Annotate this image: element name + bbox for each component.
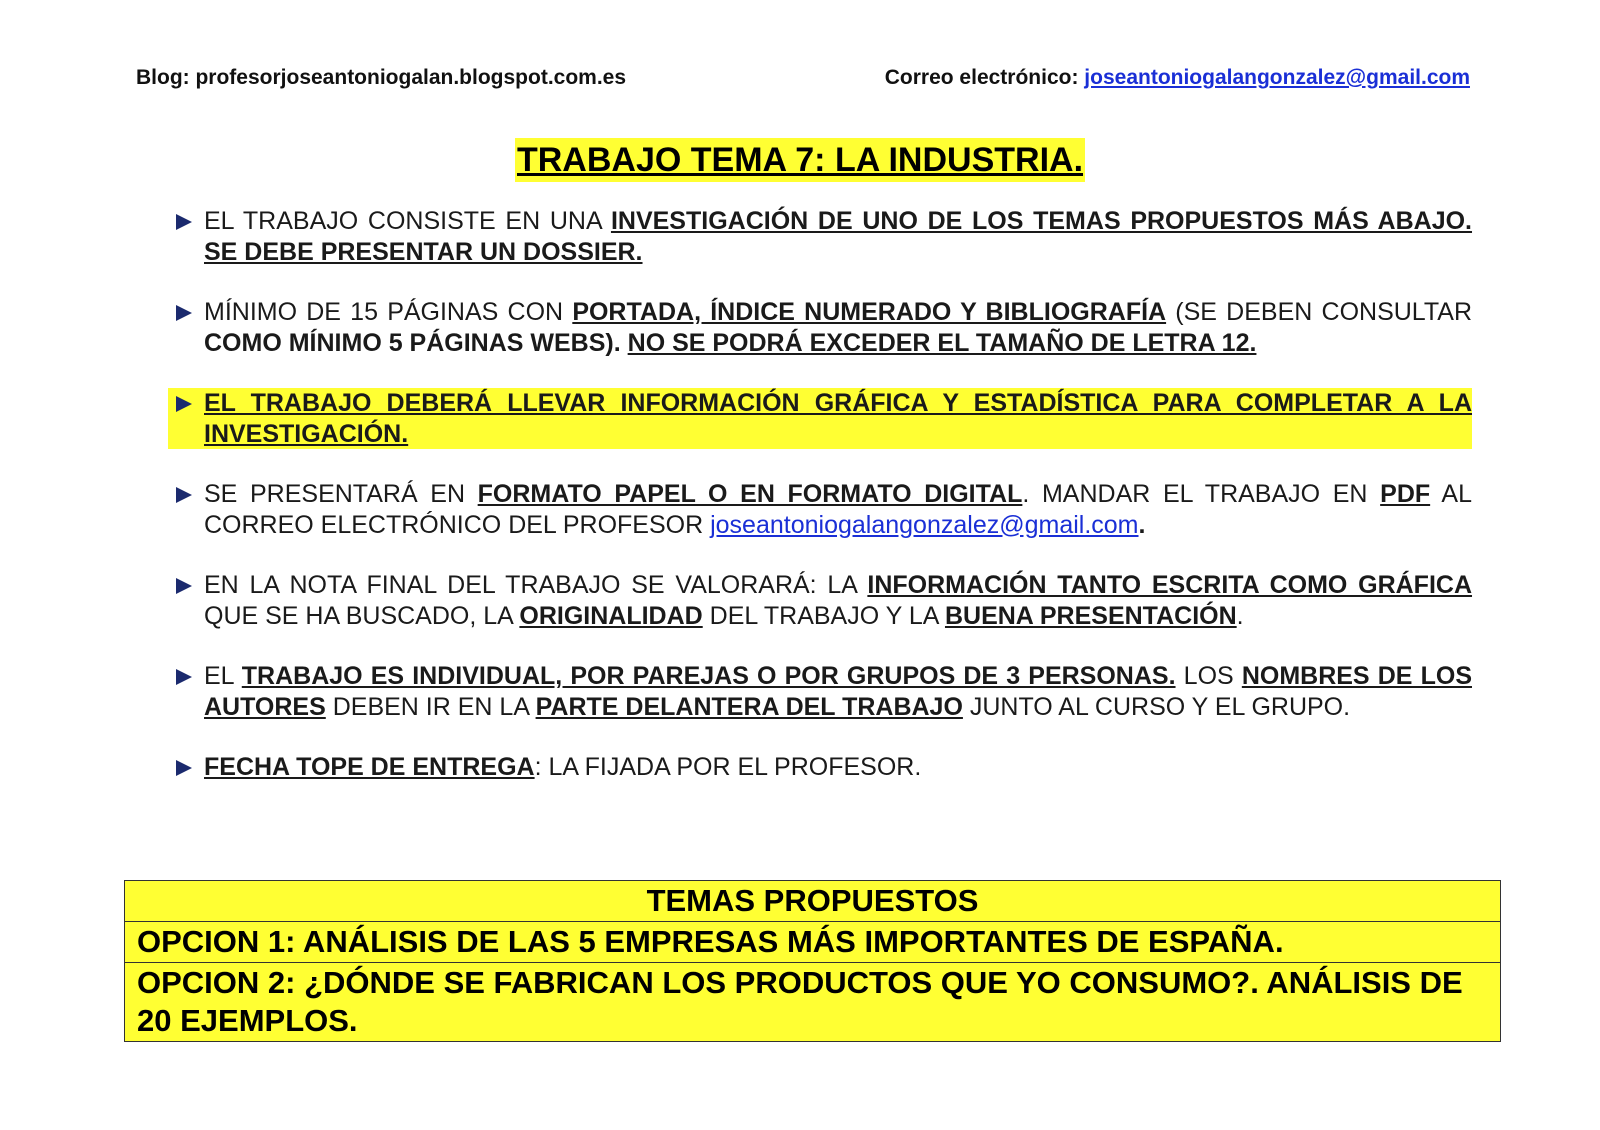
text: DEBEN IR EN LA: [325, 692, 536, 721]
list-item: [176, 297, 1472, 358]
list-item-highlighted: [168, 388, 1472, 449]
text: AL CORREO ELECTRÓNICO DEL PROFESOR: [204, 480, 1472, 539]
email-link[interactable]: joseantoniogalangonzalez@gmail.com: [710, 510, 1139, 539]
text: : LA FIJADA POR EL PROFESOR.: [534, 753, 922, 781]
document-title: TRABAJO TEMA 7: LA INDUSTRIA.: [515, 138, 1085, 182]
emphasis-text: PORTADA, ÍNDICE NUMERADO Y BIBLIOGRAFÍA: [572, 298, 1167, 326]
email-label: Correo electrónico:: [884, 66, 1085, 89]
arrow-bullet-icon: [176, 669, 192, 685]
email-header: [885, 66, 1470, 90]
table-row: [125, 922, 1501, 963]
list-item: [176, 570, 1472, 631]
arrow-bullet-icon: [176, 760, 192, 776]
bold-text: COMO MÍNIMO 5 PÁGINAS WEBS).: [204, 328, 621, 357]
topics-table: [124, 880, 1501, 1042]
text: (SE DEBEN CONSULTAR: [1166, 298, 1472, 326]
text: QUE SE HA BUSCADO, LA: [204, 601, 520, 630]
list-item: [176, 752, 1472, 783]
text: MÍNIMO DE 15 PÁGINAS CON: [204, 298, 573, 326]
title-wrap: [0, 138, 1600, 182]
text: .: [1236, 601, 1244, 630]
topic-option-1: OPCION 1: ANÁLISIS DE LAS 5 EMPRESAS MÁS IMPORTANTES DE ESPAÑA.: [125, 922, 1501, 963]
list-item: [176, 479, 1472, 540]
arrow-bullet-icon: [176, 214, 192, 230]
topics-heading: TEMAS PROPUESTOS: [125, 881, 1501, 922]
arrow-bullet-icon: [176, 396, 192, 412]
table-row: [125, 963, 1501, 1042]
blog-label: Blog: profesorjoseantoniogalan.blogspot.com.es: [136, 66, 627, 89]
text: . MANDAR EL TRABAJO EN: [1022, 480, 1381, 508]
arrow-bullet-icon: [176, 487, 192, 503]
text: .: [1138, 510, 1146, 539]
list-item: [176, 661, 1472, 722]
arrow-bullet-icon: [176, 305, 192, 321]
text: EL: [204, 662, 242, 690]
table-row: [125, 881, 1501, 922]
emphasis-text: FECHA TOPE DE ENTREGA: [204, 753, 535, 781]
instructions-list: [176, 206, 1472, 813]
emphasis-text: NOMBRES DE LOS AUTORES: [204, 662, 1472, 721]
emphasis-text: ORIGINALIDAD: [519, 601, 703, 630]
emphasis-text: PDF: [1380, 480, 1431, 508]
emphasis-text: EL TRABAJO DEBERÁ LLEVAR INFORMACIÓN GRÁFICA Y ESTADÍSTICA PARA COMPLETAR A LA INVESTIGACIÓN.: [204, 389, 1472, 448]
page-header: [136, 66, 1470, 90]
emphasis-text: NO SE PODRÁ EXCEDER EL TAMAÑO DE LETRA 12.: [627, 328, 1257, 357]
emphasis-text: BUENA PRESENTACIÓN: [944, 601, 1237, 630]
text: SE PRESENTARÁ EN: [204, 480, 478, 508]
topic-option-2: OPCION 2: ¿DÓNDE SE FABRICAN LOS PRODUCTOS QUE YO CONSUMO?. ANÁLISIS DE 20 EJEMPLOS.: [125, 963, 1501, 1042]
email-link[interactable]: joseantoniogalangonzalez@gmail.com: [1084, 66, 1470, 89]
arrow-bullet-icon: [176, 578, 192, 594]
emphasis-text: INVESTIGACIÓN DE UNO DE LOS TEMAS PROPUESTOS MÁS ABAJO. SE DEBE PRESENTAR UN DOSSIER.: [204, 207, 1473, 266]
emphasis-text: FORMATO PAPEL O EN FORMATO DIGITAL: [477, 480, 1023, 508]
emphasis-text: INFORMACIÓN TANTO ESCRITA COMO GRÁFICA: [867, 571, 1473, 599]
text: JUNTO AL CURSO Y EL GRUPO.: [962, 692, 1351, 721]
emphasis-text: TRABAJO ES INDIVIDUAL, POR PAREJAS O POR GRUPOS DE 3 PERSONAS.: [241, 662, 1176, 690]
text: DEL TRABAJO Y LA: [702, 601, 945, 630]
emphasis-text: PARTE DELANTERA DEL TRABAJO: [535, 692, 963, 721]
text: EL TRABAJO CONSISTE EN UNA: [204, 207, 611, 235]
list-item: [176, 206, 1472, 267]
text: LOS: [1175, 662, 1242, 690]
text: [621, 329, 628, 357]
text: EN LA NOTA FINAL DEL TRABAJO SE VALORARÁ: LA: [204, 571, 868, 599]
